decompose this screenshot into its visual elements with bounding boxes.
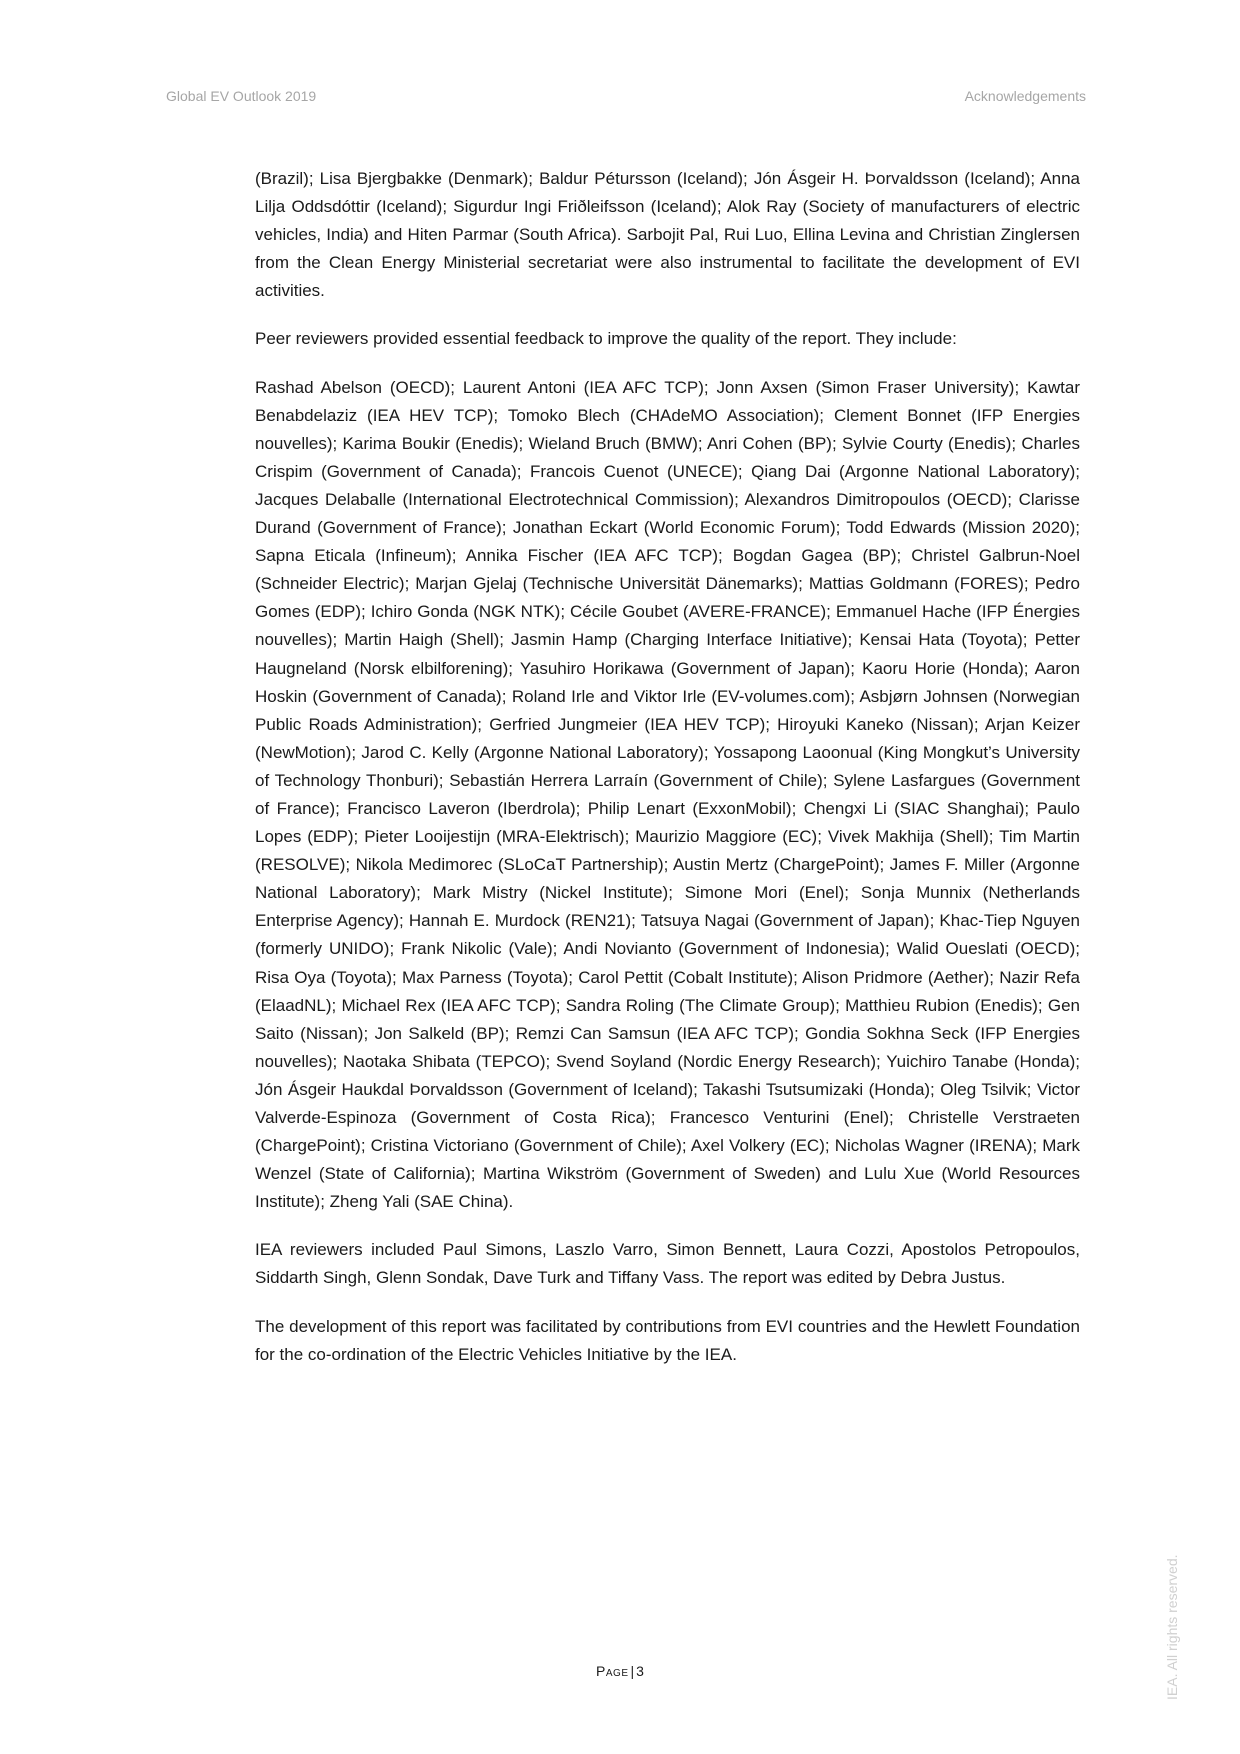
- page-separator: |: [630, 1663, 635, 1679]
- page-label: Page: [596, 1663, 629, 1679]
- rights-watermark: IEA. All rights reserved.: [1164, 1554, 1180, 1700]
- body-text: [255, 165, 1080, 1389]
- running-header: [166, 88, 1086, 104]
- paragraph-funding: The development of this report was facilitated by contributions from EVI countries and the Hewlett Foundation for the co-ordination of the Electric Vehicles Initiative by the IEA.: [255, 1316, 1080, 1364]
- header-section-title: Acknowledgements: [964, 88, 1086, 104]
- paragraph-peer-reviewers-list: Rashad Abelson (OECD); Laurent Antoni (IEA AFC TCP); Jonn Axsen (Simon Fraser University); Kawtar Benabdelaziz (IEA HEV TCP); Tomoko Blech (CHAdeMO Association); Clement Bonnet (IFP Energies nouvelles); Karima Boukir (Enedis); Wieland Bruch (BMW); Anri Cohen (BP); Sylvie Courty (Enedis); Charles Crispim (Government of Canada); Francois Cuenot (UNECE); Qiang Dai (Argonne National Laboratory); Jacques Delaballe (International Electrotechnical Commission); Alexandros Dimitropoulos (OECD); Clarisse Durand (Government of France); Jonathan Eckart (World Economic Forum); Todd Edwards (Mission 2020); Sapna Eticala (Infineum); Annika Fischer (IEA AFC TCP); Bogdan Gagea (BP); Christel Galbrun-Noel (Schneider Electric); Marjan Gjelaj (Technische Universität Dänemarks); Mattias Goldmann (FORES); Pedro Gomes (EDP); Ichiro Gonda (NGK NTK); Cécile Goubet (AVERE-FRANCE); Emmanuel Hache (IFP Énergies nouvelles); Martin Haigh (Shell); Jasmin Hamp (Charging Interface Initiative); Kensai Hata (Toyota); Petter Haugneland (Norsk elbilforening); Yasuhiro Horikawa (Government of Japan); Kaoru Horie (Honda); Aaron Hoskin (Government of Canada); Roland Irle and Viktor Irle (EV-volumes.com); Asbjørn Johnsen (Norwegian Public Roads Administration); Gerfried Jungmeier (IEA HEV TCP); Hiroyuki Kaneko (Nissan); Arjan Keizer (NewMotion); Jarod C. Kelly (Argonne National Laboratory); Yossapong Laoonual (King Mongkut’s University of Technology Thonburi); Sebastián Herrera Larraín (Government of Chile); Sylene Lasfargues (Government of France); Francisco Laveron (Iberdrola); Philip Lenart (ExxonMobil); Chengxi Li (SIAC Shanghai); Paulo Lopes (EDP); Pieter Looijestijn (MRA-Elektrisch); Maurizio Maggiore (EC); Vivek Makhija (Shell); Tim Martin (RESOLVE); Nikola Medimorec (SLoCaT Partnership); Austin Mertz (ChargePoint); James F. Miller (Argonne National Laboratory); Mark Mistry (Nickel Institute); Simone Mori (Enel); Sonja Munnix (Netherlands Enterprise Agency); Hannah E. Murdock (REN21); Tatsuya Nagai (Government of Japan); Khac-Tiep Nguyen (formerly UNIDO); Frank Nikolic (Vale); Andi Novianto (Government of Indonesia); Walid Oueslati (OECD); Risa Oya (Toyota); Max Parness (Toyota); Carol Pettit (Cobalt Institute); Alison Pridmore (Aether); Nazir Refa (ElaadNL); Michael Rex (IEA AFC TCP); Sandra Roling (The Climate Group); Matthieu Rubion (Enedis); Gen Saito (Nissan); Jon Salkeld (BP); Remzi Can Samsun (IEA AFC TCP); Gondia Sokhna Seck (IFP Energies nouvelles); Naotaka Shibata (TEPCO); Svend Soyland (Nordic Energy Research); Yuichiro Tanabe (Honda); Jón Ásgeir Haukdal Þorvaldsson (Government of Iceland); Takashi Tsutsumizaki (Honda); Oleg Tsilvik; Victor Valverde-Espinoza (Government of Costa Rica); Francesco Venturini (Enel); Christelle Verstraeten (ChargePoint); Cristina Victoriano (Government of Chile); Axel Volkery (EC); Nicholas Wagner (IRENA); Mark Wenzel (State of California); Martina Wikström (Government of Sweden) and Lulu Xue (World Resources Institute); Zheng Yali (SAE China).: [255, 377, 1080, 1212]
- paragraph-iea-reviewers: IEA reviewers included Paul Simons, Laszlo Varro, Simon Bennett, Laura Cozzi, Apostolos Petropoulos, Siddarth Singh, Glenn Sondak, Dave Turk and Tiffany Vass. The report was edited by Debra Justus.: [255, 1240, 1080, 1288]
- page-number-value: 3: [636, 1663, 644, 1679]
- header-document-title: Global EV Outlook 2019: [166, 88, 317, 104]
- paragraph-evi-contributors: (Brazil); Lisa Bjergbakke (Denmark); Baldur Pétursson (Iceland); Jón Ásgeir H. Þorvaldsson (Iceland); Anna Lilja Oddsdóttir (Iceland); Sigurdur Ingi Friðleifsson (Iceland); Alok Ray (Society of manufacturers of electric vehicles, India) and Hiten Parmar (South Africa). Sarbojit Pal, Rui Luo, Ellina Levina and Christian Zinglersen from the Clean Energy Ministerial secretariat were also instrumental to facilitate the development of EVI activities.: [255, 169, 1080, 301]
- page-number: [0, 1663, 1240, 1679]
- paragraph-peer-reviewers-intro: Peer reviewers provided essential feedback to improve the quality of the report. They include:: [255, 329, 957, 349]
